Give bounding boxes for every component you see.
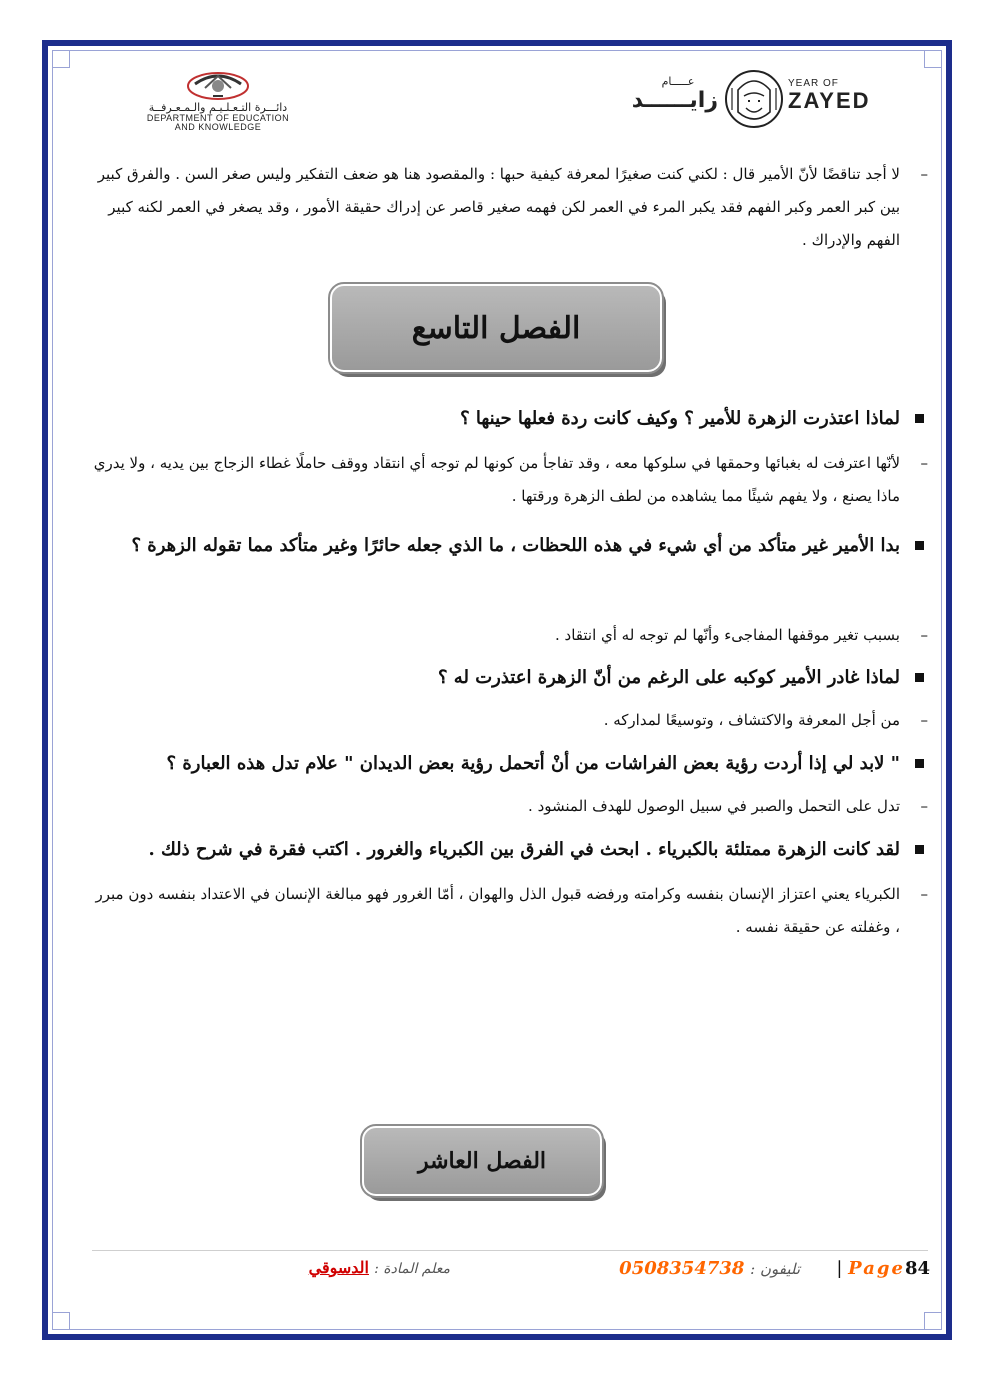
corner-ornament xyxy=(52,1312,70,1330)
answer-4 xyxy=(90,790,928,823)
page-separator: | xyxy=(836,1258,843,1279)
answer-1-text: لأنّها اعترفت له بغبائها وحمقها في سلوكها معه ، وقد تفاجأ من كونها لم توجه أي انتقاد ووقف حاملًا غطاء الزجاج بين يديه ، ولا يدري ماذا يصنع ، ولا يفهم شيئًا مما يشاهده من لطف الزهرة ورقتها . xyxy=(93,454,900,505)
page-number-label xyxy=(790,1258,930,1288)
dash-marker: – xyxy=(920,626,928,644)
phone-label: تليفون : xyxy=(750,1260,800,1278)
department-logo xyxy=(88,66,348,130)
corner-ornament xyxy=(924,50,942,68)
question-5 xyxy=(90,828,928,872)
answer-2-text: بسبب تغير موقفها المفاجىء وأنّها لم توجه له أي انتقاد . xyxy=(555,626,900,644)
department-name-english-2: AND KNOWLEDGE xyxy=(174,122,262,132)
question-1-text: لماذا اعتذرت الزهرة للأمير ؟ وكيف كانت ردة فعلها حينها ؟ xyxy=(460,408,900,429)
dash-marker: – xyxy=(920,797,928,815)
year-of-label: YEAR OF xyxy=(788,78,839,89)
question-3-text: لماذا غادر الأمير كوكبه على الرغم من أنّ الزهرة اعتذرت له ؟ xyxy=(437,667,900,688)
teacher-credit xyxy=(150,1258,450,1288)
teacher-name: الدسوقي xyxy=(308,1258,369,1277)
square-bullet-icon xyxy=(915,845,924,854)
chapter-ten-title: الفصل العاشر xyxy=(417,1148,547,1174)
intro-paragraph xyxy=(90,158,928,257)
answer-5-text: الكبرياء يعني اعتزاز الإنسان بنفسه وكرامته ورفضه قبول الذل والهوان ، أمّا الغرور فهو مبالغة الإنسان في الاعتداد بنفسه دون مبرر ، وغفلته عن حقيقة نفسه . xyxy=(95,885,900,936)
chapter-ten-heading xyxy=(362,1126,602,1196)
footer-divider xyxy=(92,1250,928,1251)
falcon-emblem-icon xyxy=(183,66,253,100)
phone-contact xyxy=(500,1258,800,1288)
answer-5 xyxy=(90,878,928,944)
year-of-zayed-english xyxy=(788,78,871,113)
year-of-zayed-logo xyxy=(628,68,893,132)
dash-marker: – xyxy=(920,165,928,183)
question-4-text: " لابد لي إذا أردت رؤية بعض الفراشات من أنْ أتحمل رؤية بعض الديدان " علام تدل هذه العبارة ؟ xyxy=(166,753,900,774)
department-name-english-1: DEPARTMENT OF EDUCATION xyxy=(146,113,290,123)
question-2-text: بدا الأمير غير متأكد من أي شيء في هذه اللحظات ، ما الذي جعله حائرًا وغير متأكد مما تقوله الزهرة ؟ xyxy=(131,535,900,556)
phone-number: 0508354738 xyxy=(619,1258,745,1279)
question-4 xyxy=(90,742,928,786)
question-3 xyxy=(90,656,928,700)
answer-1 xyxy=(90,447,928,513)
page-number: 84 xyxy=(904,1258,930,1279)
answer-4-text: تدل على التحمل والصبر في سبيل الوصول للهدف المنشود . xyxy=(528,797,900,815)
answer-2 xyxy=(90,619,928,652)
question-2 xyxy=(90,524,928,568)
dash-marker: – xyxy=(920,711,928,729)
square-bullet-icon xyxy=(915,673,924,682)
page-word: Page xyxy=(848,1258,905,1279)
chapter-nine-heading xyxy=(330,284,662,372)
square-bullet-icon xyxy=(915,759,924,768)
answer-3-text: من أجل المعرفة والاكتشاف ، وتوسيعًا لمداركه . xyxy=(603,711,900,729)
question-1 xyxy=(90,397,928,441)
year-of-zayed-arabic xyxy=(631,75,718,114)
teacher-label: معلم المادة : xyxy=(374,1261,450,1277)
chapter-nine-title: الفصل التاسع xyxy=(411,310,581,346)
answer-3 xyxy=(90,704,928,737)
intro-text: لا أجد تناقضًا لأنّ الأمير قال : لكني كنت صغيرًا لمعرفة كيفية حبها : والمقصود هنا هو ضعف التفكير وليس صغر السن . والفرق كبير بين كبر العمر وكبر الفهم فقد يكبر المرء في العمر لكن فهمه صغير قاصر عن إدراك حقيقة الأمور ، وقد يصغر في العمر لكنه كبير الفهم والإدراك . xyxy=(97,165,900,249)
zayed-word-arabic: زايــــــد xyxy=(631,88,718,113)
corner-ornament xyxy=(924,1312,942,1330)
zayed-label: ZAYED xyxy=(788,88,871,113)
square-bullet-icon xyxy=(915,414,924,423)
dash-marker: – xyxy=(920,885,928,903)
question-5-text: لقد كانت الزهرة ممتلئة بالكبرياء . ابحث في الفرق بين الكبرياء والغرور . اكتب فقرة في شرح ذلك . xyxy=(148,839,900,860)
department-name-arabic: دائـــرة التـعـلـيـم والـمـعـرفــة xyxy=(148,101,288,114)
dash-marker: – xyxy=(920,454,928,472)
zayed-portrait-icon xyxy=(724,68,784,130)
year-word-arabic: عـــــام xyxy=(661,75,695,88)
corner-ornament xyxy=(52,50,70,68)
square-bullet-icon xyxy=(915,541,924,550)
